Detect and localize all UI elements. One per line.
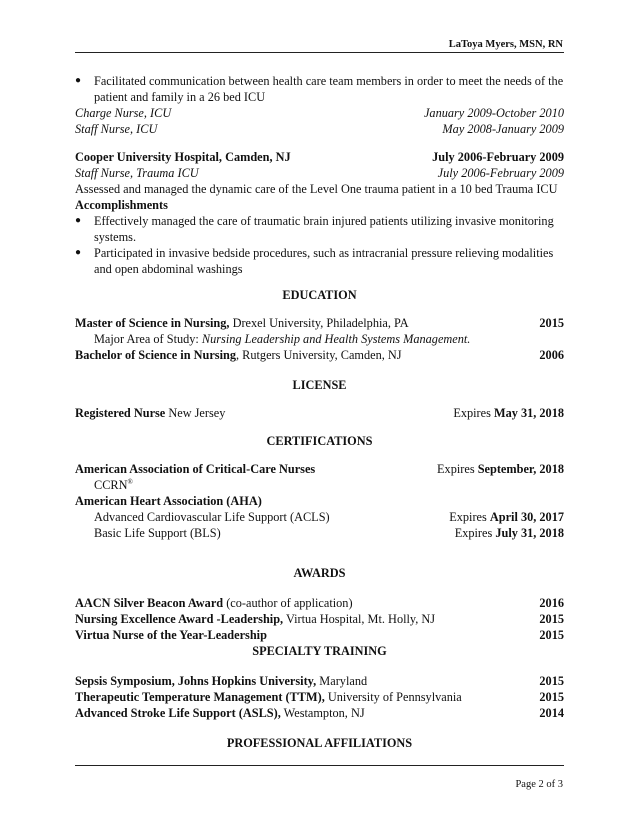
- bullet-item: ● Participated in invasive bedside procedures, such as intracranial pressure relieving modalities and open abdominal washings: [75, 246, 554, 276]
- role-row: Staff Nurse, ICU May 2008-January 2009: [75, 122, 564, 136]
- accomplishments-heading: Accomplishments: [75, 198, 168, 212]
- section-heading-certifications: CERTIFICATIONS: [266, 434, 373, 448]
- employer-row: Cooper University Hospital, Camden, NJ July 2006-February 2009: [75, 150, 564, 164]
- header-rule: [75, 52, 564, 53]
- certification-row: American Association of Critical-Care Nurses Expires September, 2018: [75, 462, 564, 476]
- bullet-dot-icon: ●: [75, 75, 82, 86]
- resume-content: [75, 73, 564, 751]
- section-heading-license: LICENSE: [292, 378, 347, 392]
- award-row: AACN Silver Beacon Award (co-author of application) 2016: [75, 596, 564, 610]
- certification-row: Basic Life Support (BLS) Expires July 31, 2018: [94, 526, 564, 540]
- major-area: Major Area of Study: Nursing Leadership and Health Systems Management.: [94, 332, 471, 346]
- section-heading-education: EDUCATION: [282, 288, 357, 302]
- bullet-item: ● Effectively managed the care of traumatic brain injured patients utilizing invasive monitoring systems.: [75, 214, 554, 244]
- license-row: Registered Nurse New Jersey Expires May 31, 2018: [75, 406, 564, 420]
- role-row: Charge Nurse, ICU January 2009-October 2010: [75, 106, 564, 120]
- bullet-dot-icon: ●: [75, 247, 82, 258]
- header-name: LaToya Myers, MSN, RN: [448, 39, 563, 50]
- job-description: Assessed and managed the dynamic care of the Level One trauma patient in a 10 bed Trauma ICU: [75, 182, 558, 196]
- page-number: Page 2 of 3: [515, 779, 563, 790]
- education-row: Master of Science in Nursing, Drexel University, Philadelphia, PA 2015: [75, 316, 564, 330]
- award-row: Virtua Nurse of the Year-Leadership 2015: [75, 628, 564, 642]
- section-heading-affiliations: PROFESSIONAL AFFILIATIONS: [226, 736, 413, 750]
- role-row: Staff Nurse, Trauma ICU July 2006-February 2009: [75, 166, 564, 180]
- section-heading-specialty-training: SPECIALTY TRAINING: [252, 644, 387, 658]
- footer-rule: [75, 765, 564, 766]
- bullet-item: ● Facilitated communication between health care team members in order to meet the needs of the patient and family in a 26 bed ICU: [75, 74, 564, 104]
- training-row: Sepsis Symposium, Johns Hopkins University, Maryland 2015: [75, 674, 564, 688]
- training-row: Therapeutic Temperature Management (TTM), University of Pennsylvania 2015: [75, 690, 564, 704]
- certification-ccrn: CCRN®: [94, 477, 133, 492]
- certification-aha: American Heart Association (AHA): [75, 494, 262, 508]
- bullet-dot-icon: ●: [75, 215, 82, 226]
- training-row: Advanced Stroke Life Support (ASLS), Westampton, NJ 2014: [75, 706, 564, 720]
- certification-row: Advanced Cardiovascular Life Support (ACLS) Expires April 30, 2017: [94, 510, 564, 524]
- section-heading-awards: AWARDS: [293, 566, 346, 580]
- award-row: Nursing Excellence Award -Leadership, Virtua Hospital, Mt. Holly, NJ 2015: [75, 612, 564, 626]
- education-row: Bachelor of Science in Nursing, Rutgers University, Camden, NJ 2006: [75, 348, 564, 362]
